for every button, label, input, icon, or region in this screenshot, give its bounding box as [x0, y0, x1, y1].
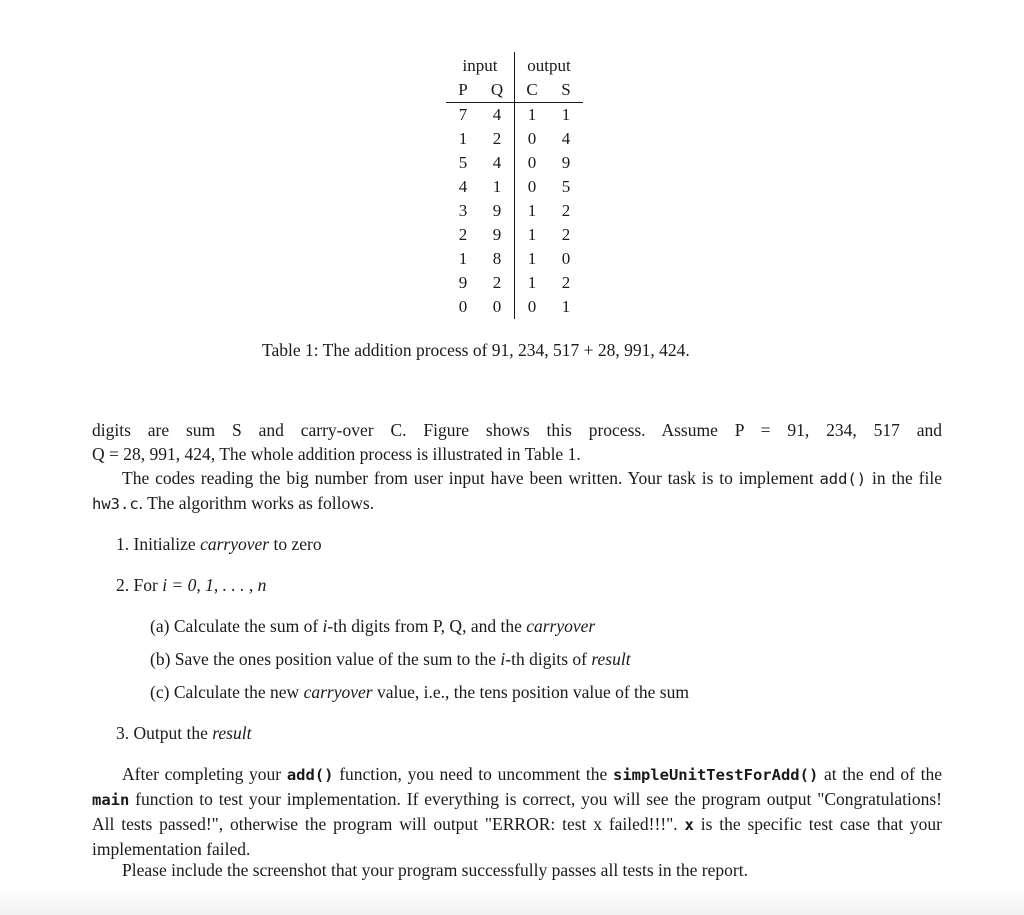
paragraph-2-text-c: . The algorithm works as follows. — [138, 493, 375, 513]
column-header-s: S — [549, 78, 583, 103]
paragraph-2-text-a: The codes reading the big number from user input have been written. Your task is to implement — [122, 468, 814, 488]
substep-c-text-2: value, i.e., the tens position value of the sum — [372, 682, 689, 702]
main-function-code: main — [92, 791, 130, 809]
substep-b-text-2: -th digits of — [505, 649, 592, 669]
paragraph-3 — [92, 762, 942, 861]
substep-a-text-2: -th digits from P, Q, and the — [327, 616, 527, 636]
substep-a-text-1: Calculate the sum of — [173, 616, 323, 636]
step-1-text-a: Initialize — [133, 534, 201, 554]
cell-p: 0 — [458, 297, 468, 316]
step-3 — [116, 721, 251, 745]
cell-c: 1 — [527, 201, 537, 220]
substep-b-index: i — [500, 649, 506, 669]
cell-c: 0 — [527, 297, 537, 316]
cell-c: 1 — [527, 273, 537, 292]
group-header-row — [446, 52, 583, 78]
filename-code: hw3.c — [92, 495, 139, 513]
table-row — [446, 247, 583, 271]
input-group-header: input — [446, 52, 515, 78]
table-row — [446, 271, 583, 295]
cell-q: 8 — [480, 247, 515, 271]
step-1-number: 1. — [116, 534, 130, 554]
paragraph-3-text-c: at the end of the — [818, 764, 943, 784]
substep-b-italic: result — [591, 649, 631, 669]
paragraph-1-line-2: Q = 28, 991, 424, The whole addition process is illustrated in Table 1. — [92, 444, 581, 464]
paragraph-2-text-b: in the file — [866, 468, 943, 488]
table-row — [446, 223, 583, 247]
paragraph-3-text-a: After completing your — [122, 764, 287, 784]
column-header-p: P — [446, 78, 480, 103]
step-3-number: 3. — [116, 723, 130, 743]
cell-s: 2 — [561, 225, 571, 244]
substep-a-label: (a) — [150, 616, 170, 636]
cell-q: 4 — [480, 103, 515, 128]
cell-p: 1 — [458, 249, 468, 268]
cell-q: 1 — [480, 175, 515, 199]
substep-b — [150, 647, 631, 671]
step-1-text-b: to zero — [269, 534, 322, 554]
cell-s: 5 — [561, 177, 571, 196]
paragraph-3-text-e: is the specific test case that your implementation failed. — [92, 814, 942, 859]
test-case-variable: x — [684, 816, 694, 834]
cell-q: 2 — [480, 271, 515, 295]
paragraph-3-text-d: function to test your implementation. If everything is correct, you will see the program output "Congratulations! All tests passed!", otherwise the program will output "ERROR: test x failed!!!". — [92, 789, 942, 834]
step-1 — [116, 532, 322, 556]
cell-c: 1 — [527, 105, 537, 124]
cell-q: 9 — [480, 199, 515, 223]
cell-s: 2 — [561, 201, 571, 220]
cell-c: 0 — [527, 177, 537, 196]
cell-s: 9 — [561, 153, 571, 172]
step-2-text: For — [133, 575, 163, 595]
table-row — [446, 199, 583, 223]
substep-c-label: (c) — [150, 682, 170, 702]
addition-table — [446, 52, 583, 319]
step-3-italic: result — [212, 723, 252, 743]
table-row — [446, 175, 583, 199]
cell-p: 9 — [458, 273, 468, 292]
cell-c: 0 — [527, 153, 537, 172]
add-function-code-2: add() — [286, 766, 334, 784]
paragraph-2 — [92, 466, 942, 516]
step-2 — [116, 573, 266, 597]
paragraph-3-text-b: function, you need to uncomment the — [333, 764, 613, 784]
substep-a-italic: carryover — [526, 616, 596, 636]
substep-b-label: (b) — [150, 649, 171, 669]
cell-p: 7 — [458, 105, 468, 124]
step-2-number: 2. — [116, 575, 130, 595]
cell-p: 1 — [458, 129, 468, 148]
cell-s: 4 — [561, 129, 571, 148]
page-bottom-shadow — [0, 885, 1024, 915]
table-row — [446, 295, 583, 319]
step-3-text: Output the — [133, 723, 213, 743]
cell-s: 0 — [561, 249, 571, 268]
cell-s: 1 — [561, 297, 571, 316]
cell-q: 0 — [480, 295, 515, 319]
cell-s: 1 — [561, 105, 571, 124]
cell-s: 2 — [561, 273, 571, 292]
cell-c: 0 — [527, 129, 537, 148]
table-row — [446, 103, 583, 128]
column-header-row — [446, 78, 583, 103]
column-header-c: C — [515, 78, 550, 103]
step-1-italic: carryover — [200, 534, 270, 554]
addition-table-container — [446, 52, 583, 319]
substep-a-index: i — [322, 616, 328, 636]
substep-a — [150, 614, 595, 638]
cell-p: 2 — [458, 225, 468, 244]
substep-c-italic: carryover — [303, 682, 373, 702]
paragraph-1-line-1: digits are sum S and carry-over C. Figure shows this process. Assume P = 91, 234, 517 and — [92, 420, 942, 440]
substep-c — [150, 680, 689, 704]
unit-test-function-code: simpleUnitTestForAdd() — [612, 766, 819, 784]
cell-p: 4 — [458, 177, 468, 196]
cell-q: 9 — [480, 223, 515, 247]
table-body — [446, 103, 583, 320]
cell-p: 3 — [458, 201, 468, 220]
table-row — [446, 151, 583, 175]
cell-q: 2 — [480, 127, 515, 151]
cell-c: 1 — [527, 225, 537, 244]
step-2-math: i = 0, 1, . . . , n — [162, 575, 267, 595]
output-group-header: output — [527, 56, 571, 75]
cell-c: 1 — [527, 249, 537, 268]
table-caption: Table 1: The addition process of 91, 234, 517 + 28, 991, 424. — [262, 340, 690, 360]
paragraph-4: Please include the screenshot that your program successfully passes all tests in the report. — [122, 860, 748, 880]
cell-q: 4 — [480, 151, 515, 175]
add-function-code: add() — [819, 470, 867, 488]
substep-b-text-1: Save the ones position value of the sum to the — [174, 649, 501, 669]
substep-c-text-1: Calculate the new — [173, 682, 304, 702]
column-header-q: Q — [480, 78, 515, 103]
table-row — [446, 127, 583, 151]
cell-p: 5 — [458, 153, 468, 172]
